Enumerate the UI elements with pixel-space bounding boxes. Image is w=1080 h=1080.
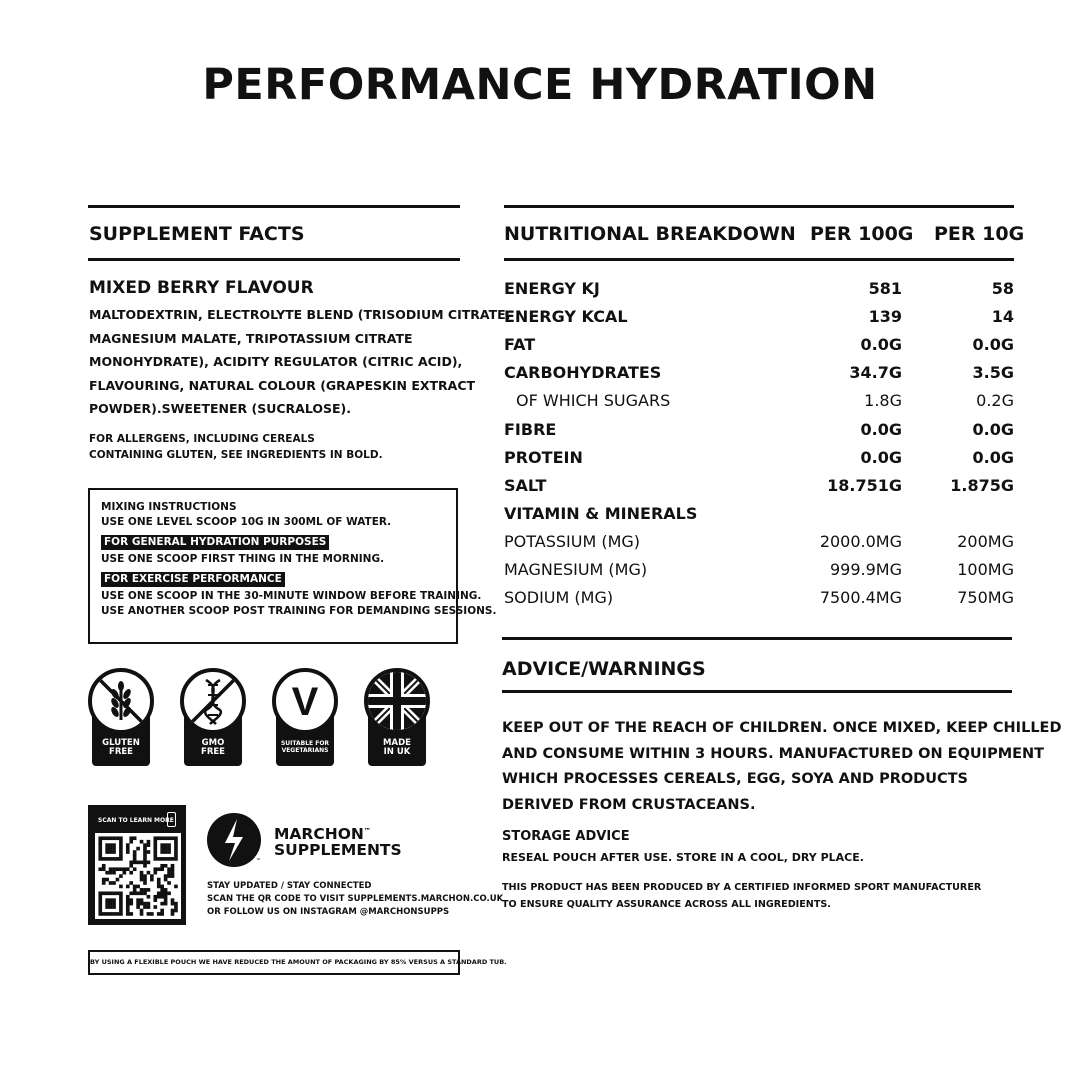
storage-text: RESEAL POUCH AFTER USE. STORE IN A COOL, DRY PLACE. xyxy=(502,851,864,864)
divider xyxy=(502,690,1012,693)
ingredients-line: MONOHYDRATE), ACIDITY REGULATOR (CITRIC ACID), xyxy=(89,354,463,369)
ingredients-line: MALTODEXTRIN, ELECTROLYTE BLEND (TRISODIUM CITRATE, xyxy=(89,307,511,322)
nutrient-name: FAT xyxy=(504,335,536,355)
per-100g-value: 1.8G xyxy=(864,391,902,411)
allergen-line: CONTAINING GLUTEN, SEE INGREDIENTS IN BOLD. xyxy=(89,449,383,461)
badge-label: SUITABLE FOR xyxy=(280,740,330,747)
brand-line1: MARCHON xyxy=(274,825,364,844)
nutrition-row xyxy=(504,391,1016,419)
general-hydration-label: FOR GENERAL HYDRATION PURPOSES xyxy=(101,535,329,550)
logo-trademark: ™ xyxy=(256,858,261,864)
nutrition-row xyxy=(504,588,1016,616)
nutrition-row xyxy=(504,307,1016,335)
per-10g-value: 1.875G xyxy=(950,475,1014,495)
exercise-performance-label: FOR EXERCISE PERFORMANCE xyxy=(101,572,285,587)
trademark: ™ xyxy=(363,827,371,835)
per-100g-value: 0.0G xyxy=(860,447,902,467)
qr-code-icon[interactable] xyxy=(95,833,181,919)
packaging-note: BY USING A FLEXIBLE POUCH WE HAVE REDUCED THE AMOUNT OF PACKAGING BY 85% VERSUS A STANDARD TUB. xyxy=(88,950,460,975)
flavour-title: MIXED BERRY FLAVOUR xyxy=(89,278,314,298)
allergen-line: FOR ALLERGENS, INCLUDING CEREALS xyxy=(89,433,315,445)
per-100g-value: 999.9MG xyxy=(829,560,902,579)
badge-label: VEGETARIANS xyxy=(281,747,329,754)
nutrition-row xyxy=(504,420,1016,448)
marchon-logo-icon xyxy=(207,813,261,867)
warning-line: KEEP OUT OF THE REACH OF CHILDREN. ONCE MIXED, KEEP CHILLED xyxy=(502,720,1062,736)
mixing-heading: MIXING INSTRUCTIONS xyxy=(101,501,237,513)
nutrient-name: SODIUM (MG) xyxy=(504,588,614,608)
divider xyxy=(502,637,1012,640)
badge-label: MADE xyxy=(383,738,411,748)
allergen-note xyxy=(89,431,383,463)
per-100g-value: 581 xyxy=(868,279,902,298)
ingredients-line: POWDER).SWEETENER (SUCRALOSE). xyxy=(89,401,351,416)
advice-heading: ADVICE/WARNINGS xyxy=(502,658,706,680)
warning-text xyxy=(502,716,1062,819)
scan-label: SCAN TO LEARN MORE xyxy=(98,817,174,824)
stay-line: SCAN THE QR CODE TO VISIT SUPPLEMENTS.MARCHON.CO.UK xyxy=(207,894,504,904)
nutrition-row xyxy=(504,335,1016,363)
nutrition-row xyxy=(504,504,1016,532)
storage-heading: STORAGE ADVICE xyxy=(502,829,630,844)
per-10g-value: 58 xyxy=(991,279,1014,298)
union-jack-icon xyxy=(364,668,430,734)
warning-line: WHICH PROCESSES CEREALS, EGG, SOYA AND PRODUCTS xyxy=(502,771,968,788)
per-100g-value: 2000.0MG xyxy=(819,531,902,551)
per-10g-value: 100MG xyxy=(957,560,1014,579)
divider xyxy=(88,205,460,208)
page-title: PERFORMANCE HYDRATION xyxy=(202,60,878,110)
wheat-crossed-icon xyxy=(88,668,154,734)
warning-line: AND CONSUME WITHIN 3 HOURS. MANUFACTURED ON EQUIPMENT xyxy=(502,745,1045,762)
nutrition-row xyxy=(504,279,1016,307)
nutrient-name: MAGNESIUM (MG) xyxy=(504,560,648,579)
stay-line: STAY UPDATED / STAY CONNECTED xyxy=(207,881,372,891)
per-100g-value: 18.751G xyxy=(827,475,902,495)
per-10g-value: 0.0G xyxy=(972,335,1014,355)
nutrition-row xyxy=(504,448,1016,476)
per-100g-value: 34.7G xyxy=(849,363,902,383)
divider xyxy=(504,205,1014,208)
exercise-text: USE ONE SCOOP IN THE 30-MINUTE WINDOW BEFORE TRAINING. xyxy=(101,590,482,602)
ingredients-text xyxy=(89,303,511,421)
dna-crossed-icon xyxy=(180,668,246,734)
exercise-text: USE ANOTHER SCOOP POST TRAINING FOR DEMANDING SESSIONS. xyxy=(101,605,497,617)
stay-line: OR FOLLOW US ON INSTAGRAM @MARCHONSUPPS xyxy=(207,907,450,917)
badge-label: FREE xyxy=(109,747,133,757)
nutrient-name: VITAMIN & MINERALS xyxy=(504,503,698,523)
per-10g-value: 0.0G xyxy=(972,447,1014,467)
gmo-free-badge xyxy=(180,668,246,766)
vegetarian-badge xyxy=(272,668,338,766)
nutrient-name: ENERGY KJ xyxy=(504,279,600,298)
supplement-facts-heading: SUPPLEMENT FACTS xyxy=(89,223,305,245)
badge-label: GLUTEN xyxy=(102,738,140,748)
divider xyxy=(88,258,460,261)
nutrient-name: FIBRE xyxy=(504,419,557,439)
per-10g-value: 3.5G xyxy=(972,363,1014,383)
nutrient-name: POTASSIUM (MG) xyxy=(504,531,641,551)
per-100g-header: PER 100G xyxy=(810,223,914,245)
gluten-free-badge xyxy=(88,668,154,766)
nutrition-row xyxy=(504,363,1016,391)
per-10g-header: PER 10G xyxy=(934,223,1025,245)
nutrient-name: CARBOHYDRATES xyxy=(504,363,662,383)
ingredients-line: FLAVOURING, NATURAL COLOUR (GRAPESKIN EXTRACT xyxy=(89,377,476,393)
per-10g-value: 200MG xyxy=(957,531,1014,551)
stay-connected-text xyxy=(207,880,503,919)
per-100g-value: 0.0G xyxy=(860,419,902,439)
nutrient-name: SALT xyxy=(504,475,547,495)
certification-note xyxy=(502,879,981,913)
nutrition-row xyxy=(504,560,1016,588)
nutrition-heading: NUTRITIONAL BREAKDOWN xyxy=(504,223,796,245)
mixing-instructions-box xyxy=(88,488,497,644)
cert-line: TO ENSURE QUALITY ASSURANCE ACROSS ALL INGREDIENTS. xyxy=(502,899,831,910)
per-10g-value: 750MG xyxy=(957,588,1014,608)
badge-label: GMO xyxy=(201,738,225,748)
per-10g-value: 0.2G xyxy=(976,391,1014,411)
nutrient-name: ENERGY KCAL xyxy=(504,307,628,327)
nutrient-name: PROTEIN xyxy=(504,447,583,467)
badge-label: IN UK xyxy=(383,747,411,757)
vegetarian-v-icon xyxy=(272,668,338,734)
brand-name xyxy=(274,823,402,858)
vegetarian-v-glyph: V xyxy=(291,680,319,724)
per-10g-value: 14 xyxy=(991,307,1014,327)
made-in-uk-badge xyxy=(364,668,430,766)
nutrition-row xyxy=(504,476,1016,504)
per-10g-value: 0.0G xyxy=(972,419,1014,439)
badge-label: FREE xyxy=(201,747,225,757)
per-100g-value: 139 xyxy=(868,307,902,327)
per-100g-value: 7500.4MG xyxy=(819,588,902,608)
general-hydration-text: USE ONE SCOOP FIRST THING IN THE MORNING. xyxy=(101,553,385,565)
nutrient-name: OF WHICH SUGARS xyxy=(516,391,671,411)
phone-icon xyxy=(167,812,176,827)
nutrition-row xyxy=(504,532,1016,560)
mixing-line: USE ONE LEVEL SCOOP 10G IN 300ML OF WATER. xyxy=(101,516,392,528)
brand-line2: SUPPLEMENTS xyxy=(274,841,402,860)
qr-code-box[interactable] xyxy=(88,805,186,925)
cert-line: THIS PRODUCT HAS BEEN PRODUCED BY A CERTIFIED INFORMED SPORT MANUFACTURER xyxy=(502,882,982,893)
ingredients-line: MAGNESIUM MALATE, TRIPOTASSIUM CITRATE xyxy=(89,330,413,346)
per-100g-value: 0.0G xyxy=(860,335,902,355)
warning-line: DERIVED FROM CRUSTACEANS. xyxy=(502,797,756,814)
divider xyxy=(504,258,1014,261)
